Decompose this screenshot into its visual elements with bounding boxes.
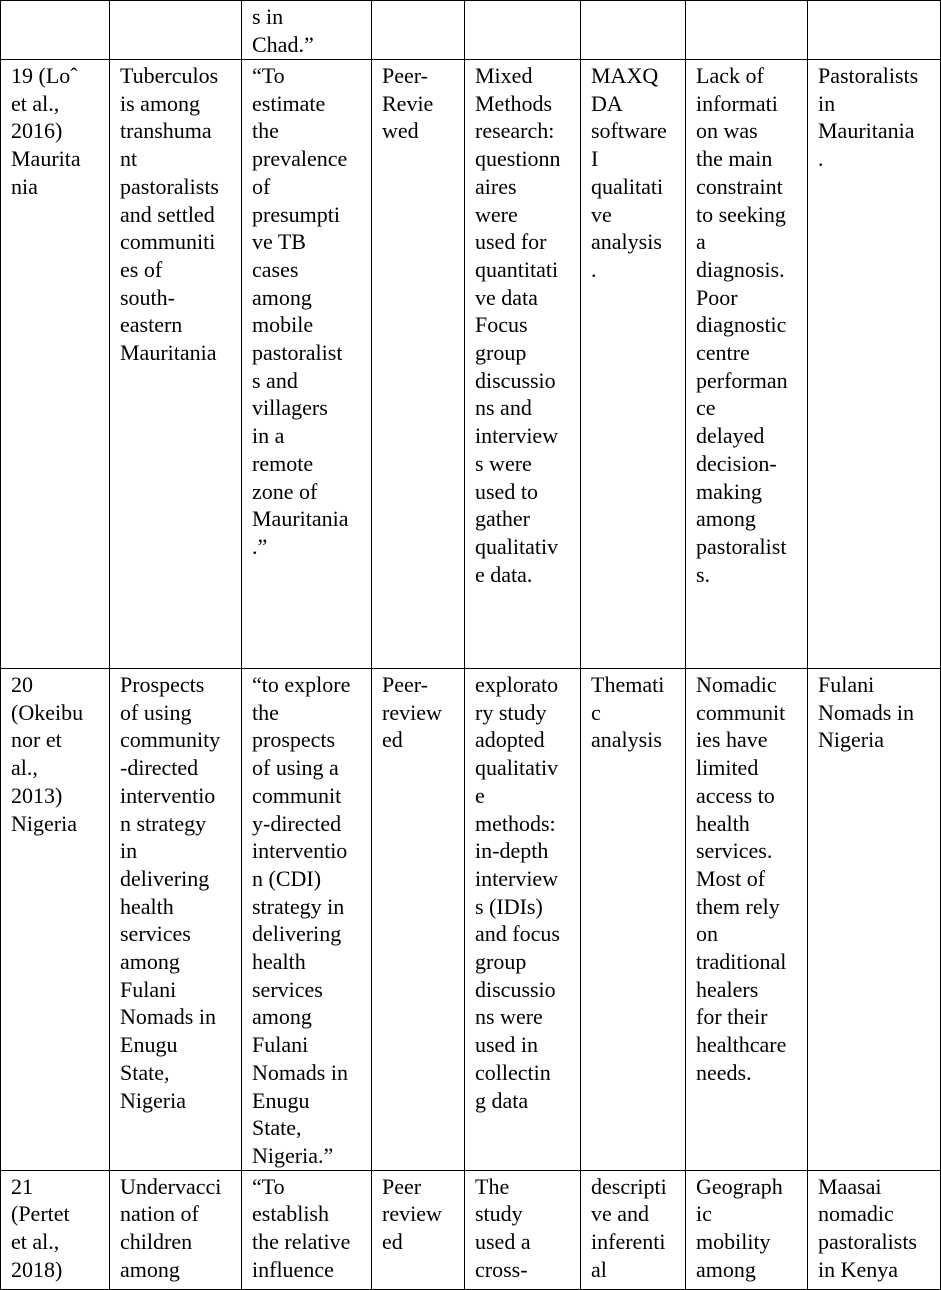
- table-cell-analysis: [581, 1, 686, 60]
- table-cell-methods: [465, 1, 581, 60]
- table-cell-methods: explorato ry study adopted qualitativ e methods: in-depth interview s (IDIs) and focus group discussio ns were used in collectin g data: [465, 669, 581, 1171]
- table-cell-population: Maasai nomadic pastoralists in Kenya: [808, 1170, 941, 1289]
- table-cell-methods: Mixed Methods research: questionn aires were used for quantitati ve data Focus group discussio ns and interview s were used to gather qualitativ e data.: [465, 60, 581, 669]
- table-cell-title: Undervacci nation of children among: [110, 1170, 242, 1289]
- table-cell-methods: The study used a cross-: [465, 1170, 581, 1289]
- table-cell-title: Prospects of using community -directed interventio n strategy in delivering health services among Fulani Nomads in Enugu State, Nigeria: [110, 669, 242, 1171]
- table-cell-aim: “to explore the prospects of using a communit y-directed interventio n (CDI) strategy in delivering health services among Fulani Nomads in Enugu State, Nigeria.”: [242, 669, 372, 1171]
- table-cell-aim: “To establish the relative influence: [242, 1170, 372, 1289]
- table-cell-title: [110, 1, 242, 60]
- table-cell-population: Pastoralists in Mauritania .: [808, 60, 941, 669]
- table-cell-findings: Nomadic communit ies have limited access to health services. Most of them rely on traditional healers for their healthcare needs.: [686, 669, 808, 1171]
- table-row: [1, 1, 941, 60]
- table-cell-title: Tuberculos is among transhuma nt pastoralists and settled communiti es of south- eastern Mauritania: [110, 60, 242, 669]
- table-cell-findings: Lack of informati on was the main constraint to seeking a diagnosis. Poor diagnostic centre performan ce delayed decision- making among pastoralist s.: [686, 60, 808, 669]
- table-cell-analysis: Themati c analysis: [581, 669, 686, 1171]
- table-cell-type: Peer review ed: [372, 1170, 465, 1289]
- table-cell-aim: “To estimate the prevalence of presumpti ve TB cases among mobile pastoralist s and villagers in a remote zone of Mauritania .”: [242, 60, 372, 669]
- table-cell-type: Peer- Revie wed: [372, 60, 465, 669]
- table-cell-type: Peer- review ed: [372, 669, 465, 1171]
- table-cell-study: 20 (Okeibu nor et al., 2013) Nigeria: [1, 669, 110, 1171]
- table-cell-analysis: MAXQ DA software I qualitati ve analysis .: [581, 60, 686, 669]
- table-cell-study: 19 (Loˆ et al., 2016) Maurita nia: [1, 60, 110, 669]
- table-cell-findings: Geograph ic mobility among: [686, 1170, 808, 1289]
- table-cell-study: 21 (Pertet et al., 2018): [1, 1170, 110, 1289]
- table-cell-population: Fulani Nomads in Nigeria: [808, 669, 941, 1171]
- table-row: [1, 1170, 941, 1289]
- table-cell-study: [1, 1, 110, 60]
- table-cell-type: [372, 1, 465, 60]
- table-cell-aim: s in Chad.”: [242, 1, 372, 60]
- table-row: [1, 60, 941, 669]
- table-cell-analysis: descripti ve and inferenti al: [581, 1170, 686, 1289]
- table-cell-population: [808, 1, 941, 60]
- table-row: [1, 669, 941, 1171]
- table-cell-findings: [686, 1, 808, 60]
